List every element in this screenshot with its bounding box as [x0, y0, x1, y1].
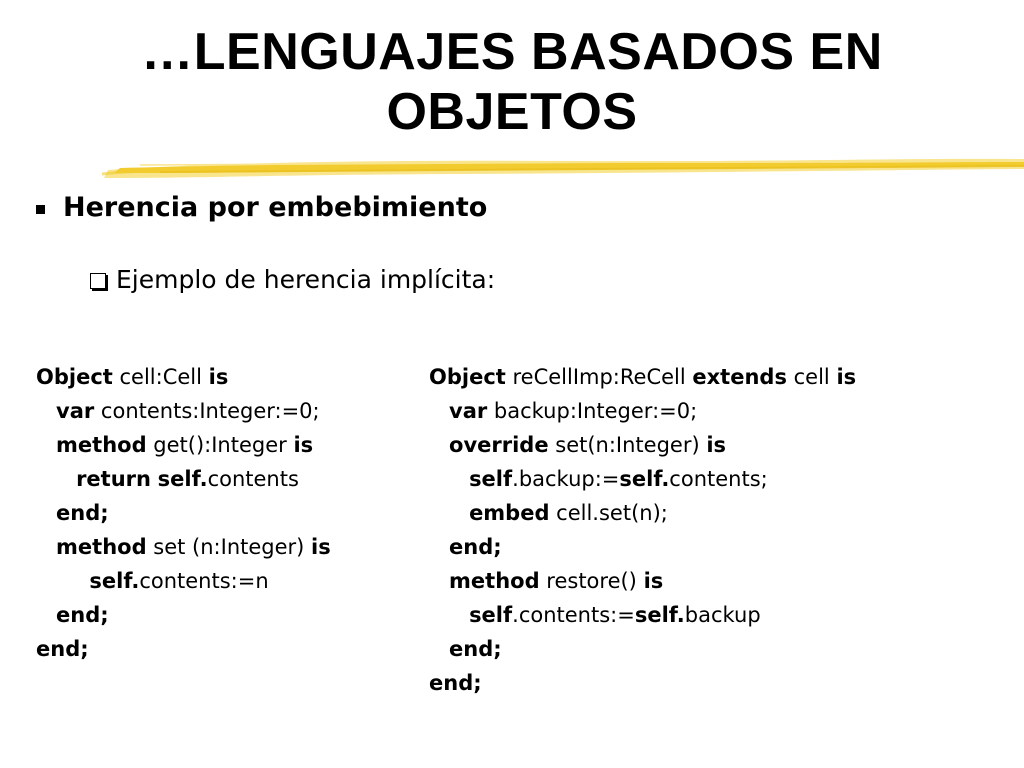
code-keyword: method — [56, 433, 147, 457]
code-keyword: end; — [449, 637, 502, 661]
code-line — [429, 462, 856, 496]
code-line — [36, 360, 331, 394]
code-text: cell:Cell — [112, 365, 209, 389]
code-keyword: is — [208, 365, 229, 389]
slide-title — [0, 22, 1024, 142]
code-line — [36, 564, 331, 598]
code-line — [429, 530, 856, 564]
code-keyword: Object — [429, 365, 506, 389]
code-keyword: extends — [692, 365, 787, 389]
code-text: get():Integer — [146, 433, 294, 457]
code-keyword: method — [56, 535, 147, 559]
code-keyword: is — [706, 433, 727, 457]
code-line — [36, 428, 331, 462]
code-text: set (n:Integer) — [146, 535, 312, 559]
code-keyword: return — [76, 467, 151, 491]
code-keyword: is — [643, 569, 664, 593]
code-line — [429, 564, 856, 598]
code-text: backup:Integer:=0; — [487, 399, 698, 423]
code-line — [36, 462, 331, 496]
code-text: restore() — [539, 569, 644, 593]
code-keyword: override — [449, 433, 549, 457]
code-keyword: end; — [449, 535, 502, 559]
code-text — [36, 603, 56, 627]
code-keyword: end; — [56, 603, 109, 627]
code-line — [429, 666, 856, 700]
code-line — [429, 428, 856, 462]
bullet-level-2 — [90, 261, 495, 299]
square-bullet-icon — [36, 205, 45, 214]
code-keyword: end; — [36, 637, 89, 661]
code-text — [429, 535, 449, 559]
code-text — [36, 501, 56, 525]
code-keyword: self. — [157, 467, 208, 491]
code-text — [36, 467, 76, 491]
code-text — [429, 433, 449, 457]
code-line — [36, 598, 331, 632]
slide-title-line-2: OBJETOS — [386, 83, 638, 141]
code-text — [429, 603, 469, 627]
code-text — [36, 433, 56, 457]
code-text: contents; — [669, 467, 768, 491]
code-keyword: self. — [619, 467, 670, 491]
code-keyword: Object — [36, 365, 113, 389]
code-block-cell — [36, 360, 331, 666]
code-keyword: self. — [634, 603, 685, 627]
slide-title-line-1: …LENGUAJES BASADOS EN — [141, 23, 883, 81]
code-keyword: var — [56, 399, 95, 423]
code-line — [36, 394, 331, 428]
code-keyword: end; — [429, 671, 482, 695]
code-keyword: self. — [89, 569, 140, 593]
code-line — [429, 360, 856, 394]
code-line — [429, 598, 856, 632]
code-block-recellimp — [429, 360, 856, 700]
code-text: backup — [684, 603, 761, 627]
code-keyword: is — [836, 365, 857, 389]
bullet-level-2-text: Ejemplo de herencia implícita: — [116, 265, 496, 294]
code-line — [36, 496, 331, 530]
code-line — [429, 496, 856, 530]
code-text — [36, 399, 56, 423]
code-keyword: is — [311, 535, 331, 559]
hollow-square-bullet-icon — [90, 273, 106, 289]
code-text — [429, 467, 469, 491]
code-text: cell — [786, 365, 837, 389]
code-text: .contents:= — [512, 603, 635, 627]
code-text: contents:Integer:=0; — [94, 399, 320, 423]
bullet-level-1 — [36, 188, 487, 228]
code-keyword: self — [469, 603, 513, 627]
code-text — [36, 569, 89, 593]
code-text: cell.set(n); — [549, 501, 668, 525]
code-line — [429, 632, 856, 666]
code-keyword: end; — [56, 501, 109, 525]
code-text: contents:=n — [139, 569, 269, 593]
code-text: contents — [207, 467, 299, 491]
yellow-brush-underline — [100, 150, 1024, 184]
bullet-level-1-text: Herencia por embebimiento — [63, 192, 488, 223]
code-keyword: embed — [469, 501, 550, 525]
code-text — [429, 569, 449, 593]
code-text — [429, 501, 469, 525]
code-text: reCellImp:ReCell — [505, 365, 693, 389]
code-text — [151, 467, 158, 491]
code-text — [429, 399, 449, 423]
code-text — [36, 535, 56, 559]
code-keyword: method — [449, 569, 540, 593]
code-keyword: var — [449, 399, 488, 423]
code-keyword: is — [293, 433, 314, 457]
code-text: set(n:Integer) — [548, 433, 707, 457]
code-text — [429, 637, 449, 661]
code-text: .backup:= — [512, 467, 620, 491]
code-line — [36, 632, 331, 666]
code-line — [429, 394, 856, 428]
code-keyword: self — [469, 467, 513, 491]
code-line — [36, 530, 331, 564]
